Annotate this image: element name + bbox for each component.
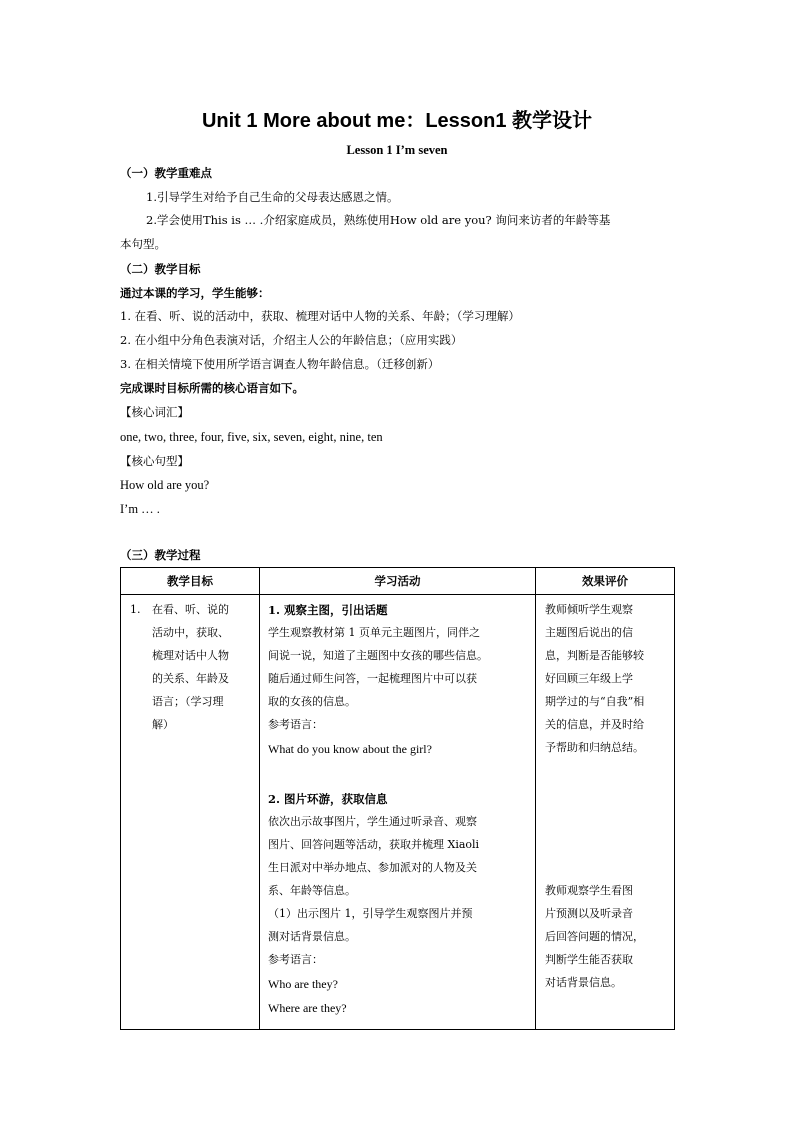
evaluation-1-line: 主题图后说出的信 xyxy=(545,626,633,639)
evaluation-2-line: 后回答问题的情况， xyxy=(545,930,644,943)
goal-line: 梳理对话中人物 xyxy=(152,649,229,662)
activity-1-line: 取的女孩的信息。 xyxy=(268,695,356,708)
section-heading-key-points: （一）教学重难点 xyxy=(120,166,212,180)
column-header-activity: 学习活动 xyxy=(260,568,536,595)
objective-3: 3. 在相关情境下使用所学语言调查人物年龄信息。（迁移创新） xyxy=(120,357,440,371)
evaluation-cell xyxy=(536,595,675,1030)
evaluation-2-line: 对话背景信息。 xyxy=(545,976,622,989)
column-header-goal: 教学目标 xyxy=(121,568,260,595)
evaluation-1-line: 期学过的与“自我”相 xyxy=(545,695,645,708)
activity-1-line: 随后通过师生问答，一起梳理图片中可以获 xyxy=(268,672,477,685)
core-vocab-heading: 【核心词汇】 xyxy=(120,405,189,419)
key-point-2-line-1: 2.学会使用This is … .介绍家庭成员，熟练使用How old are you? 询问来访者的年龄等基 xyxy=(146,213,611,227)
key-point-1: 1.引导学生对给予自己生命的父母表达感恩之情。 xyxy=(146,190,399,204)
core-pattern-heading: 【核心句型】 xyxy=(120,454,189,468)
activity-2-title: 2. 图片环游，获取信息 xyxy=(268,792,388,806)
objectives-intro: 通过本课的学习，学生能够： xyxy=(120,286,270,300)
evaluation-1-line: 关的信息，并及时给 xyxy=(545,718,644,731)
evaluation-1-line: 予帮助和归纳总结。 xyxy=(545,741,644,754)
lesson-subtitle: Lesson 1 I’m seven xyxy=(346,143,448,157)
section-heading-process: （三）教学过程 xyxy=(120,548,201,562)
goal-cell xyxy=(121,595,260,1030)
core-vocab: one, two, three, four, five, six, seven, eight, nine, ten xyxy=(120,430,383,444)
table-row xyxy=(121,595,675,1030)
activity-2-line: （1）出示图片 1，引导学生观察图片并预 xyxy=(268,907,473,920)
goal-line: 解） xyxy=(152,718,174,731)
activity-cell xyxy=(260,595,536,1030)
activity-2-line: 测对话背景信息。 xyxy=(268,930,356,943)
evaluation-2-line: 教师观察学生看图 xyxy=(545,884,633,897)
activity-1-question: What do you know about the girl? xyxy=(268,742,432,756)
goal-line: 的关系、年龄及 xyxy=(152,672,229,685)
activity-2-line: 生日派对中举办地点、参加派对的人物及关 xyxy=(268,861,477,874)
key-point-2-line-2: 本句型。 xyxy=(120,237,166,251)
evaluation-1-line: 息，判断是否能够较 xyxy=(545,649,644,662)
activity-2-line: 图片、回答问题等活动，获取并梳理 Xiaoli xyxy=(268,838,480,851)
objective-1: 1. 在看、听、说的活动中，获取、梳理对话中人物的关系、年龄；（学习理解） xyxy=(120,309,520,323)
evaluation-2-line: 判断学生能否获取 xyxy=(545,953,633,966)
activity-2-line: 系、年龄等信息。 xyxy=(268,884,356,897)
goal-line: 活动中，获取、 xyxy=(152,626,229,639)
goal-number: 1. xyxy=(130,603,141,616)
goal-line: 在看、听、说的 xyxy=(152,603,229,616)
column-header-evaluation: 效果评价 xyxy=(536,568,675,595)
activity-2-question-1: Who are they? xyxy=(268,977,338,991)
teaching-process-table xyxy=(120,567,675,1030)
document-title: Unit 1 More about me：Lesson1 教学设计 xyxy=(201,110,593,132)
section-heading-objectives: （二）教学目标 xyxy=(120,262,201,276)
evaluation-1-line: 好回顾三年级上学 xyxy=(545,672,633,685)
core-pattern-1: How old are you? xyxy=(120,478,210,492)
objective-2: 2. 在小组中分角色表演对话，介绍主人公的年龄信息；（应用实践） xyxy=(120,333,463,347)
core-pattern-2: I’m … . xyxy=(120,502,160,516)
evaluation-1-line: 教师倾听学生观察 xyxy=(545,603,633,616)
table-header-row xyxy=(121,568,675,595)
activity-1-title: 1. 观察主图，引出话题 xyxy=(268,603,388,617)
activity-1-ref-label: 参考语言： xyxy=(268,718,323,731)
activity-2-ref-label: 参考语言： xyxy=(268,953,323,966)
core-language-intro: 完成课时目标所需的核心语言如下。 xyxy=(120,381,304,395)
activity-1-line: 学生观察教材第 1 页单元主题图片，同伴之 xyxy=(268,626,480,639)
activity-1-line: 间说一说，知道了主题图中女孩的哪些信息。 xyxy=(268,649,488,662)
activity-2-line: 依次出示故事图片，学生通过听录音、观察 xyxy=(268,815,477,828)
evaluation-2-line: 片预测以及听录音 xyxy=(545,907,633,920)
goal-line: 语言；（学习理 xyxy=(152,695,224,708)
activity-2-question-2: Where are they? xyxy=(268,1001,347,1015)
